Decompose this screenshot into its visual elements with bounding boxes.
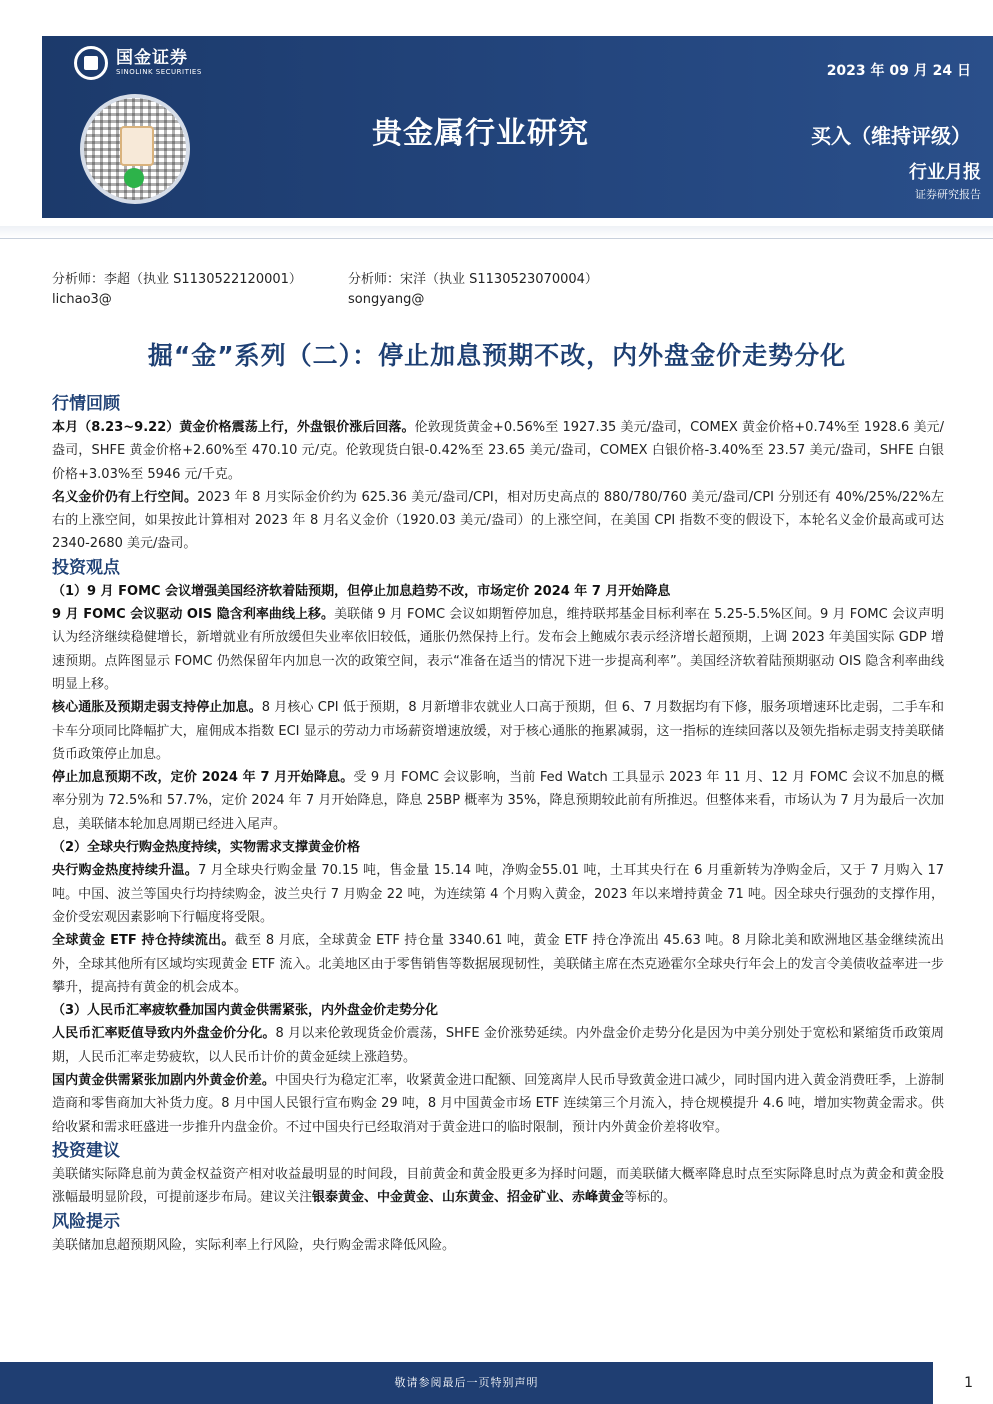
paragraph-text: 等标的。 [624, 1190, 677, 1206]
rating-label: 买入（维持评级） [811, 124, 971, 148]
analyst-2-email: songyang@ [348, 292, 425, 307]
qr-code [80, 94, 190, 204]
paragraph-text: 美联储加息超预期风险，实际利率上行风险，央行购金需求降低风险。 [52, 1237, 456, 1253]
recommended-stocks: 银泰黄金、中金黄金、山东黄金、招金矿业、赤峰黄金 [312, 1190, 625, 1206]
banner-shadow [0, 226, 993, 238]
paragraph [52, 486, 944, 556]
paragraph-text: 受 9 月 FOMC 会议影响，当前 Fed Watch 工具显示 2023 年 11 月、12 月 FOMC 会议不加息的概率分别为 72.5%和 57.7%，定价 2024 年 7 月开始降息，降息 25BP 概率为 35%，降息预期较此前有所推迟。但整体来看，市场认为 7 月为最后一次加息，美联储本轮加息周期已经进入尾声。 [52, 770, 944, 832]
logo-name-cn: 国金证券 [116, 48, 188, 68]
paragraph [52, 603, 944, 696]
section-heading-risk: 风险提示 [52, 1211, 120, 1232]
paragraph-text: 美联储 9 月 FOMC 会议如期暂停加息，维持联邦基金目标利率在 5.25-5.5%区间。9 月 FOMC 会议声明认为经济继续稳健增长，新增就业有所放缓但失业率依旧较低，通胀仍然保持上行。发布会上鲍威尔表示经济增长超预期，上调 2023 年美国实际 GDP 增速预期。点阵图显示 FOMC 仍然保留年内加息一次的政策空间，表示“准备在适当的情况下进一步提高利率”。美国经济软着陆预期驱动 OIS 隐含利率曲线明显上移。 [52, 607, 944, 692]
section-heading-review: 行情回顾 [52, 394, 120, 414]
paragraph-lead: 人民币汇率贬值导致内外盘金价分化。 [52, 1026, 276, 1042]
logo-icon [74, 46, 108, 80]
industry-title: 贵金属行业研究 [372, 116, 589, 151]
page-number: 1 [964, 1375, 973, 1391]
paragraph-text: 美联储实际降息前为黄金权益资产相对收益最明显的时间段，目前黄金和黄金股更多为择时问题，而美联储大概率降息时点至实际降息时点为黄金和黄金股涨幅最明显阶段，可提前逐步布局。建议关注 [52, 1166, 944, 1206]
paragraph [52, 1163, 944, 1210]
paragraph-text: 截至 8 月底，全球黄金 ETF 持仓量 3340.61 吨，黄金 ETF 持仓净流出 45.63 吨。8 月除北美和欧洲地区基金继续流出外，全球其他所有区域均实现黄金 ETF 流入。北美地区由于零售销售等数据展现韧性，美联储主席在杰克逊霍尔全球央行年会上的发言令美债收益率进一步攀升，提高持有黄金的机会成本。 [52, 933, 944, 995]
paragraph [52, 696, 944, 766]
analyst-1-name: 分析师：李超（执业 S1130522120001） [52, 272, 302, 287]
paragraph [52, 1022, 944, 1069]
report-type: 行业月报 [909, 162, 981, 183]
paragraph-lead: 国内黄金供需紧张加剧内外黄金价差。 [52, 1073, 276, 1089]
paragraph-text: 中国央行为稳定汇率，收紧黄金进口配额、回笼离岸人民币导致黄金进口减少，同时国内进入黄金消费旺季，上游制造商和零售商加大补货力度。8 月中国人民银行宣布购金 29 吨，8 月中国黄金市场 ETF 连续第三个月流入，持仓规模提升 4.6 吨，增加实物黄金需求。供给收紧和需求旺盛进一步推升内盘金价。不过中国央行已经取消对于黄金进口的临时限制，预计内外黄金价差将收窄。 [52, 1073, 944, 1135]
paragraph-lead: 全球黄金 ETF 持仓持续流出。 [52, 933, 235, 949]
paragraph-lead: 停止加息预期不改，定价 2024 年 7 月开始降息。 [52, 770, 354, 786]
analyst-2-name: 分析师：宋洋（执业 S1130523070004） [348, 272, 598, 287]
logo-name-en: SINOLINK SECURITIES [116, 68, 202, 76]
subheading-1: （1）9 月 FOMC 会议增强美国经济软着陆预期，但停止加息趋势不改，市场定价 2024 年 7 月开始降息 [52, 583, 671, 599]
subheading-2: （2）全球央行购金热度持续，实物需求支撑黄金价格 [52, 840, 361, 856]
paragraph [52, 766, 944, 836]
paragraph-text: 7 月全球央行购金量 70.15 吨，售金量 15.14 吨，净购金55.01 吨，土耳其央行在 6 月重新转为净购金后，又于 7 月购入 17 吨。中国、波兰等国央行均持续购金，波兰央行 7 月购金 22 吨，为连续第 4 个月购入黄金，2023 年以来增持黄金 71 吨。因全球央行强劲的支撑作用，金价受宏观因素影响下行幅度将受限。 [52, 863, 944, 925]
paragraph-lead: 央行购金热度持续升温。 [52, 863, 199, 879]
paragraph-lead: 本月（8.23~9.22）黄金价格震荡上行，外盘银价涨后回落。 [52, 420, 415, 435]
paragraph [52, 929, 944, 999]
paragraph [52, 859, 944, 929]
paragraph [52, 1069, 944, 1139]
miniprogram-icon [124, 168, 144, 188]
report-subtype: 证券研究报告 [915, 188, 981, 201]
paragraph-text: 8 月以来伦敦现货金价震荡，SHFE 金价涨势延续。内外盘金价走势分化是因为中美分别处于宽松和紧缩货币政策周期，人民币汇率走势疲软，以人民币计价的黄金延续上涨趋势。 [52, 1026, 944, 1065]
paragraph-lead: 名义金价仍有上行空间。 [52, 489, 198, 505]
report-date: 2023 年 09 月 24 日 [826, 63, 971, 79]
footer-disclaimer: 敬请参阅最后一页特别声明 [0, 1362, 933, 1404]
analyst-2 [348, 270, 598, 310]
paragraph [52, 1234, 944, 1257]
paragraph [52, 416, 944, 486]
analyst-1-email: lichao3@ [52, 292, 112, 307]
section-heading-advice: 投资建议 [52, 1140, 120, 1161]
paragraph-text: 2023 年 8 月实际金价约为 625.36 美元/盎司/CPI，相对历史高点的 880/780/760 美元/盎司/CPI 分别还有 40%/25%/22%左右的上涨空间，如果按此计算相对 2023 年 8 月名义金价（1920.03 美元/盎司）的上涨空间，在美国 CPI 指数不变的假设下，本轮名义金价最高或可达 2340-2680 美元/盎司。 [52, 489, 944, 552]
paragraph-lead: 核心通胀及预期走弱支持停止加息。 [52, 700, 262, 716]
subheading-3: （3）人民币汇率疲软叠加国内黄金供需紧张，内外盘金价走势分化 [52, 1003, 439, 1019]
report-body [52, 392, 944, 1257]
qr-center-logo [120, 126, 154, 166]
header-banner [42, 36, 993, 218]
page-footer [0, 1362, 993, 1404]
paragraph-text: 8 月核心 CPI 低于预期，8 月新增非农就业人口高于预期，但 6、7 月数据均有下修，服务项增速环比走弱，二手车和卡车分项同比降幅扩大，雇佣成本指数 ECI 显示的劳动力市场薪资增速放缓，对于核心通胀的拖累减弱，这一指标的连续回落以及领先指标走弱支持美联储货币政策停止加息。 [52, 700, 944, 762]
paragraph-text: 伦敦现货黄金+0.56%至 1927.35 美元/盎司，COMEX 黄金价格+0.74%至 1928.6 美元/盎司，SHFE 黄金价格+2.60%至 470.10 元/克。伦敦现货白银-0.42%至 23.65 美元/盎司，COMEX 白银价格-3.40%至 23.57 美元/盎司，SHFE 白银价格+3.03%至 5946 元/千克。 [52, 420, 944, 482]
report-title: 掘“金”系列（二）：停止加息预期不改，内外盘金价走势分化 [147, 341, 847, 370]
section-heading-view: 投资观点 [52, 557, 120, 578]
analyst-1 [52, 270, 302, 310]
paragraph-lead: 9 月 FOMC 会议驱动 OIS 隐含利率曲线上移。 [52, 607, 335, 623]
company-logo [74, 46, 202, 80]
header-divider [0, 238, 993, 239]
